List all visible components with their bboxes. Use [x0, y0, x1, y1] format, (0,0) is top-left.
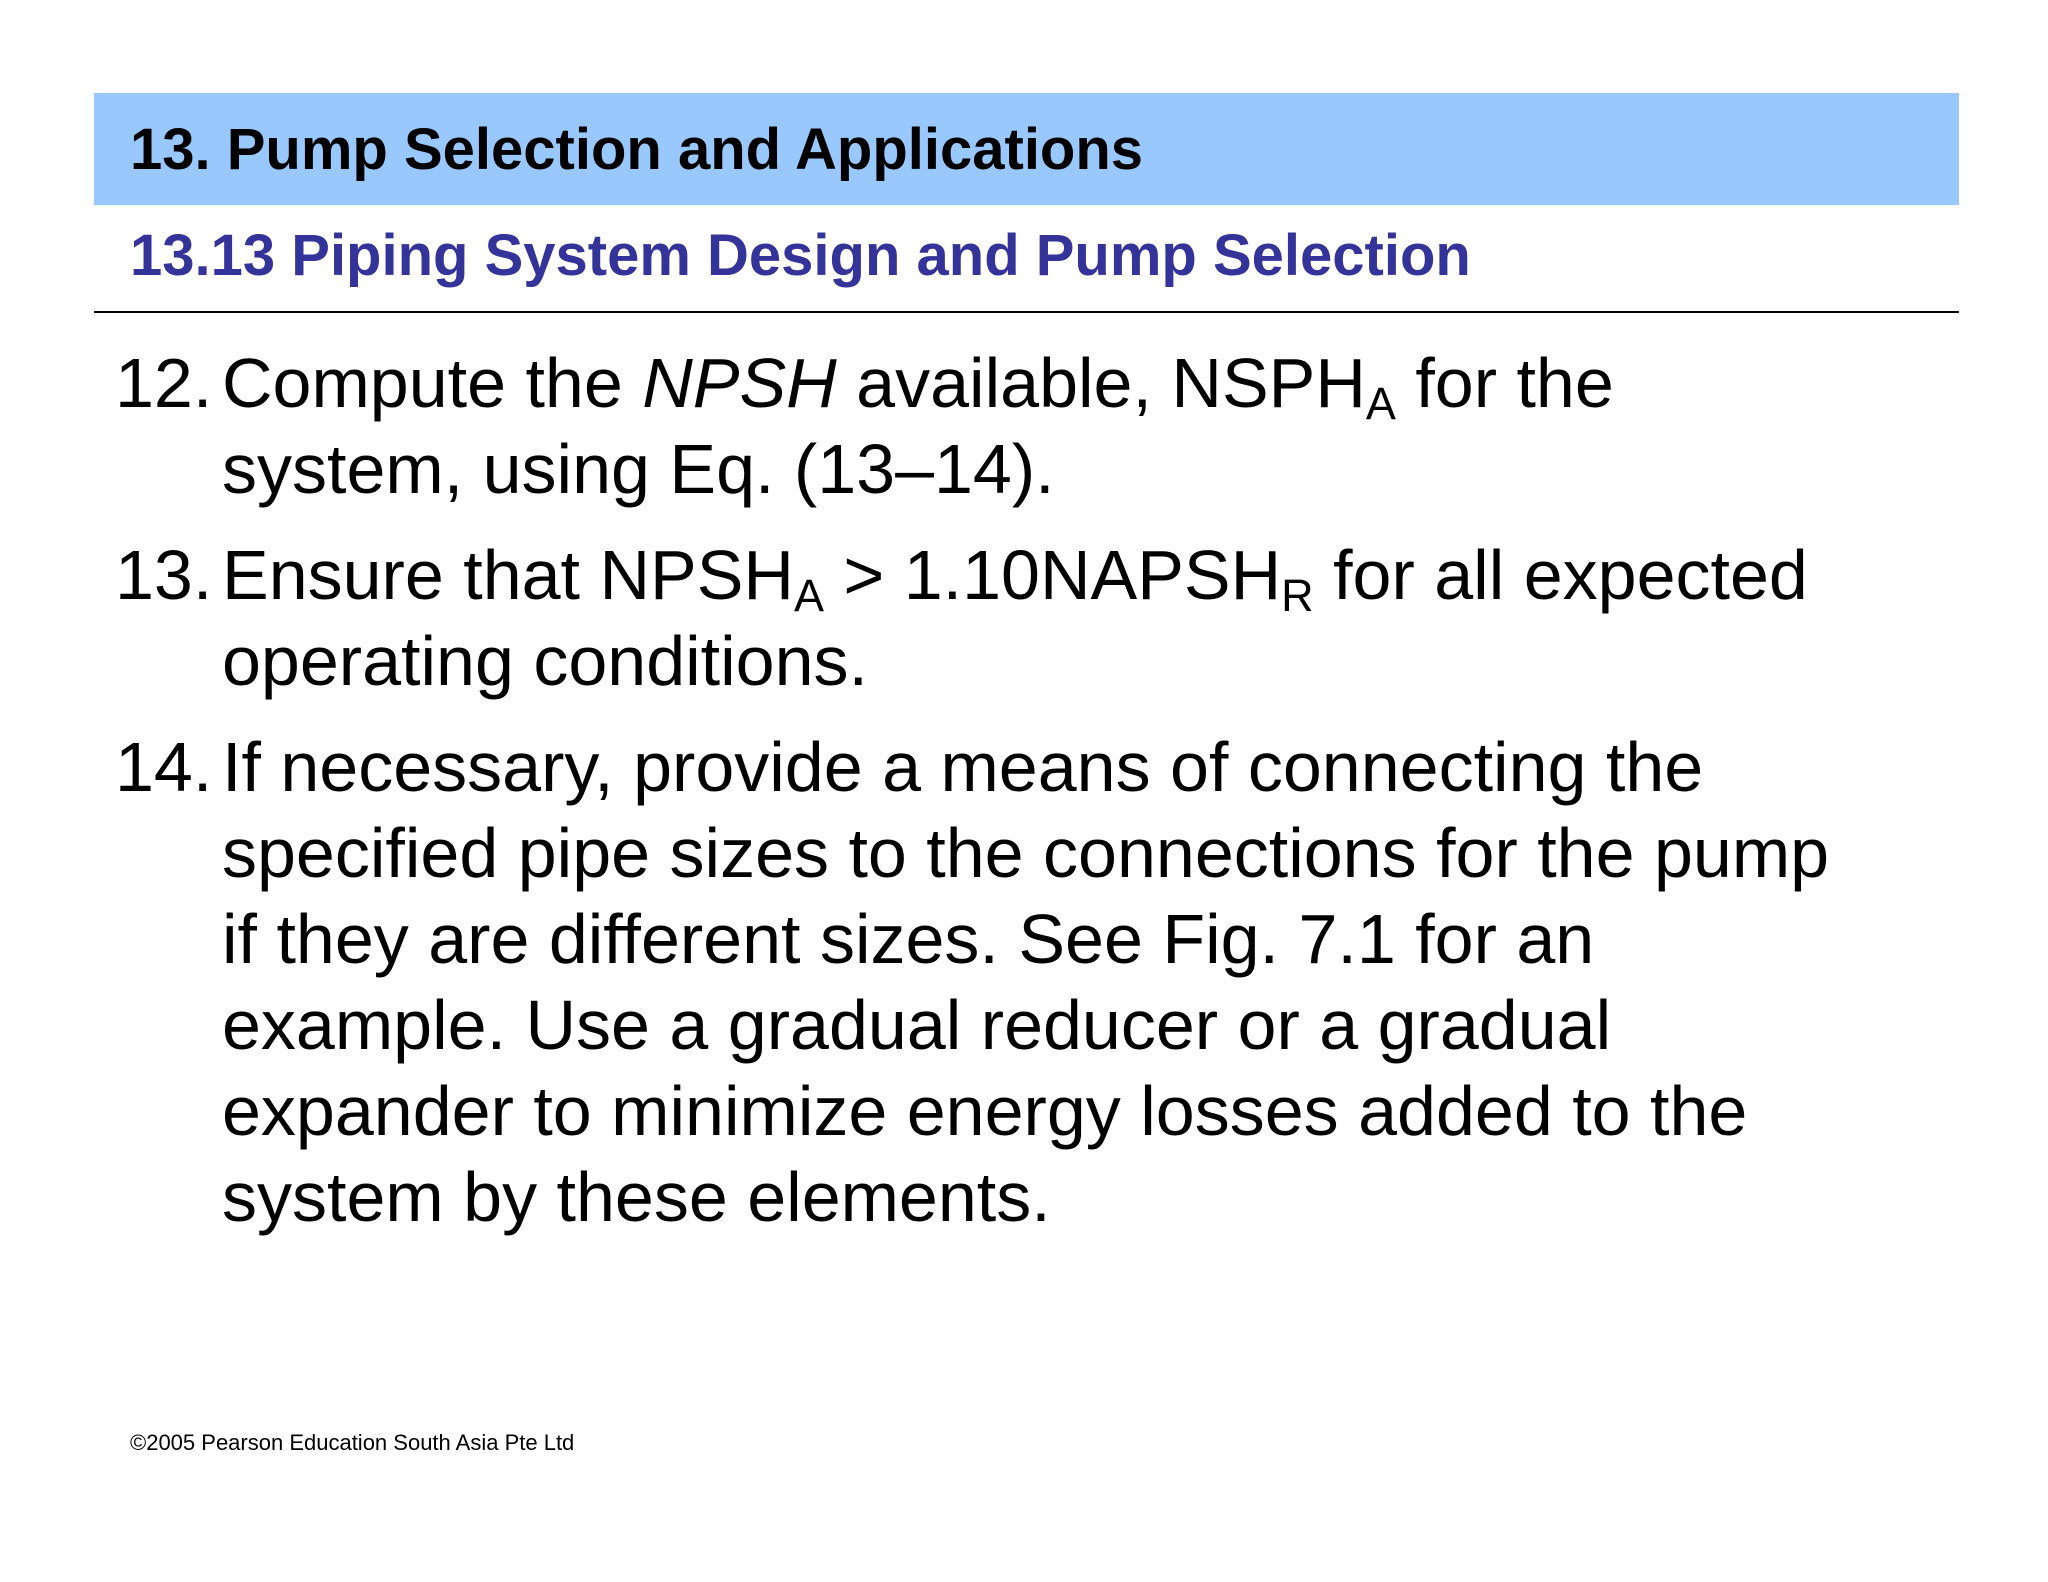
step-text: Compute the	[222, 344, 643, 422]
step-line	[222, 532, 1955, 621]
chapter-title: 13. Pump Selection and Applications	[130, 117, 1144, 182]
step-number: 13.	[115, 536, 213, 614]
step-line: system by these elements.	[222, 1158, 1051, 1236]
step-line: specified pipe sizes to the connections for the pump	[222, 814, 1830, 892]
step-13	[115, 532, 1955, 704]
step-text: available, NSPH	[836, 344, 1366, 422]
subscript: A	[793, 570, 824, 621]
section-title: 13.13 Piping System Design and Pump Selection	[130, 223, 1471, 288]
step-line: If necessary, provide a means of connecting the	[222, 728, 1704, 806]
subscript: A	[1365, 378, 1396, 429]
step-line	[222, 340, 1955, 429]
copyright-footer: ©2005 Pearson Education South Asia Pte Ltd	[130, 1430, 575, 1455]
step-line: system, using Eq. (13–14).	[222, 430, 1055, 508]
step-number: 12.	[115, 344, 213, 422]
step-text: > 1.10NAPSH	[823, 536, 1282, 614]
npsh-italic: NPSH	[642, 344, 837, 422]
step-text: Ensure that NPSH	[222, 536, 794, 614]
chapter-header-band	[94, 93, 1959, 205]
step-number: 14.	[115, 728, 213, 806]
step-text: for the	[1395, 344, 1614, 422]
header-divider	[94, 311, 1959, 313]
step-line: expander to minimize energy losses added to the	[222, 1072, 1748, 1150]
step-line: example. Use a gradual reducer or a gradual	[222, 986, 1612, 1064]
step-line: if they are different sizes. See Fig. 7.1 for an	[222, 900, 1595, 978]
step-12	[115, 340, 1955, 512]
step-text: for all expected	[1313, 536, 1808, 614]
steps-list	[115, 340, 1955, 1260]
subscript: R	[1281, 570, 1314, 621]
step-line: operating conditions.	[222, 622, 868, 700]
step-14	[115, 724, 1955, 1240]
